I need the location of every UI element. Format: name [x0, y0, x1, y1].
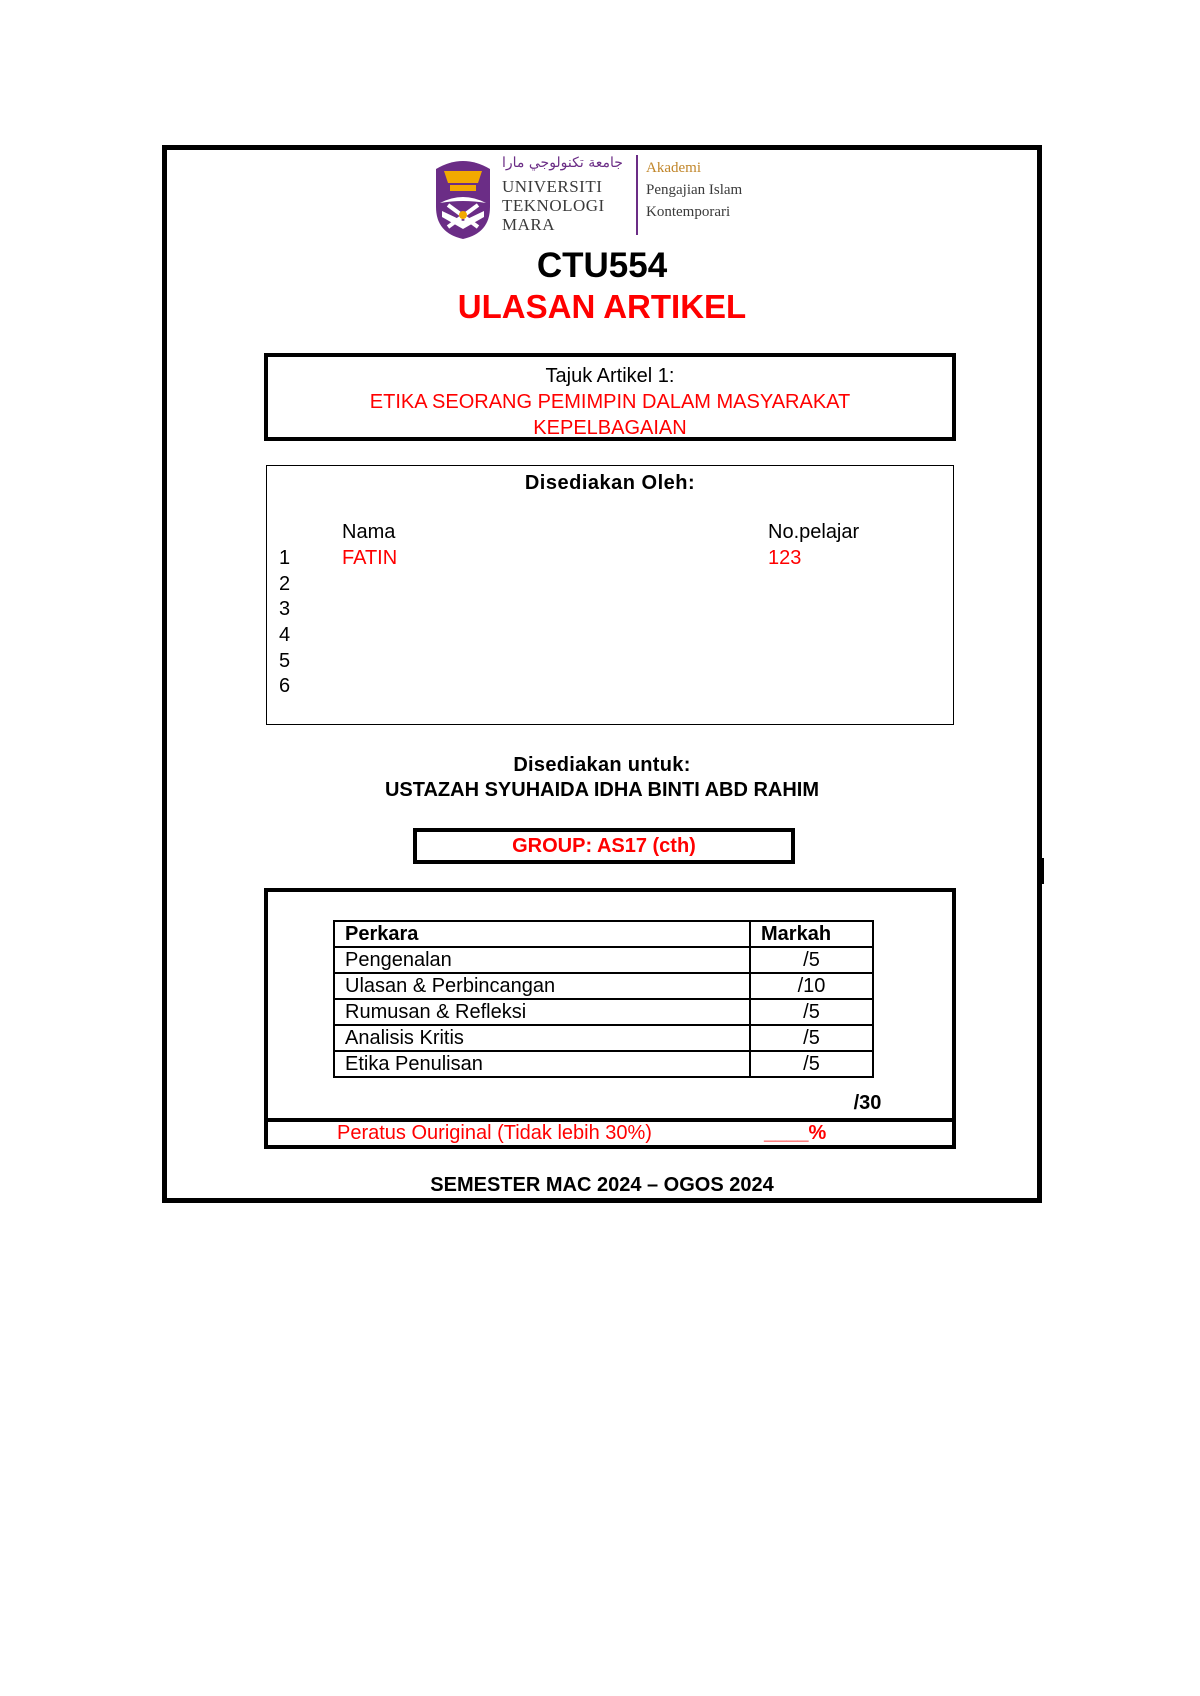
- mark-cell: /5: [750, 999, 873, 1025]
- uitm-logo: [430, 155, 770, 239]
- student-row-number: 2: [279, 573, 291, 595]
- lecturer-name: USTAZAH SYUHAIDA IDHA BINTI ABD RAHIM: [384, 779, 820, 801]
- originality-row: [264, 1118, 956, 1145]
- article-label: Tajuk Artikel 1:: [545, 365, 675, 387]
- student-row-number: 1: [279, 547, 291, 569]
- logo-right-line-3: Kontemporari: [646, 204, 731, 220]
- student-row-number: 3: [279, 598, 291, 620]
- student-row-number: 6: [279, 675, 291, 697]
- column-header-item: Perkara: [334, 921, 750, 947]
- prepared-by-box: [266, 465, 954, 725]
- article-title-line-1: ETIKA SEORANG PEMIMPIN DALAM MASYARAKAT: [369, 391, 851, 413]
- table-row: [334, 999, 873, 1025]
- prepared-by-heading: Disediakan Oleh:: [524, 472, 696, 494]
- logo-line-2: TEKNOLOGI: [502, 196, 605, 215]
- column-student-id-header: No.pelajar: [768, 521, 860, 543]
- logo-line-1: UNIVERSITI: [502, 177, 603, 196]
- table-row: [334, 1051, 873, 1077]
- logo-university-name: [502, 177, 605, 234]
- column-name-header: Nama: [342, 521, 396, 543]
- logo-right-line-1: Akademi: [646, 160, 701, 176]
- mark-cell: /5: [750, 1025, 873, 1051]
- table-row: [334, 973, 873, 999]
- document-title: ULASAN ARTIKEL: [457, 288, 747, 325]
- logo-academy-name: [646, 157, 742, 223]
- mark-cell: /10: [750, 973, 873, 999]
- student-id: 123: [768, 547, 802, 569]
- table-row: [334, 947, 873, 973]
- logo-line-3: MARA: [502, 215, 556, 234]
- column-header-mark: Markah: [750, 921, 873, 947]
- semester-text: SEMESTER MAC 2024 – OGOS 2024: [430, 1174, 774, 1196]
- criteria-cell: Rumusan & Refleksi: [334, 999, 750, 1025]
- criteria-cell: Etika Penulisan: [334, 1051, 750, 1077]
- margin-mark: [1041, 858, 1044, 884]
- group-box: GROUP: AS17 (cth): [413, 828, 795, 864]
- criteria-cell: Ulasan & Perbincangan: [334, 973, 750, 999]
- mark-cell: /5: [750, 947, 873, 973]
- table-header-row: [334, 921, 873, 947]
- total-mark: /30: [853, 1092, 882, 1114]
- originality-label: Peratus Ouriginal (Tidak lebih 30%): [337, 1122, 652, 1144]
- student-row-number: 4: [279, 624, 291, 646]
- prepared-for-label: Disediakan untuk:: [513, 754, 691, 776]
- student-row-number: 5: [279, 650, 291, 672]
- originality-value: ____%: [764, 1122, 827, 1144]
- criteria-cell: Pengenalan: [334, 947, 750, 973]
- table-row: [334, 1025, 873, 1051]
- marks-table: [333, 920, 874, 1078]
- marks-box: [264, 888, 956, 1149]
- logo-right-line-2: Pengajian Islam: [646, 182, 743, 198]
- logo-arabic-text: جامعة تكنولوجي مارا: [502, 155, 623, 171]
- mark-cell: /5: [750, 1051, 873, 1077]
- course-code: CTU554: [536, 246, 668, 285]
- logo-divider: [636, 155, 638, 235]
- criteria-cell: Analisis Kritis: [334, 1025, 750, 1051]
- article-title-line-2: KEPELBAGAIAN: [533, 417, 687, 439]
- student-name: FATIN: [342, 547, 398, 569]
- article-title-box: [264, 353, 956, 441]
